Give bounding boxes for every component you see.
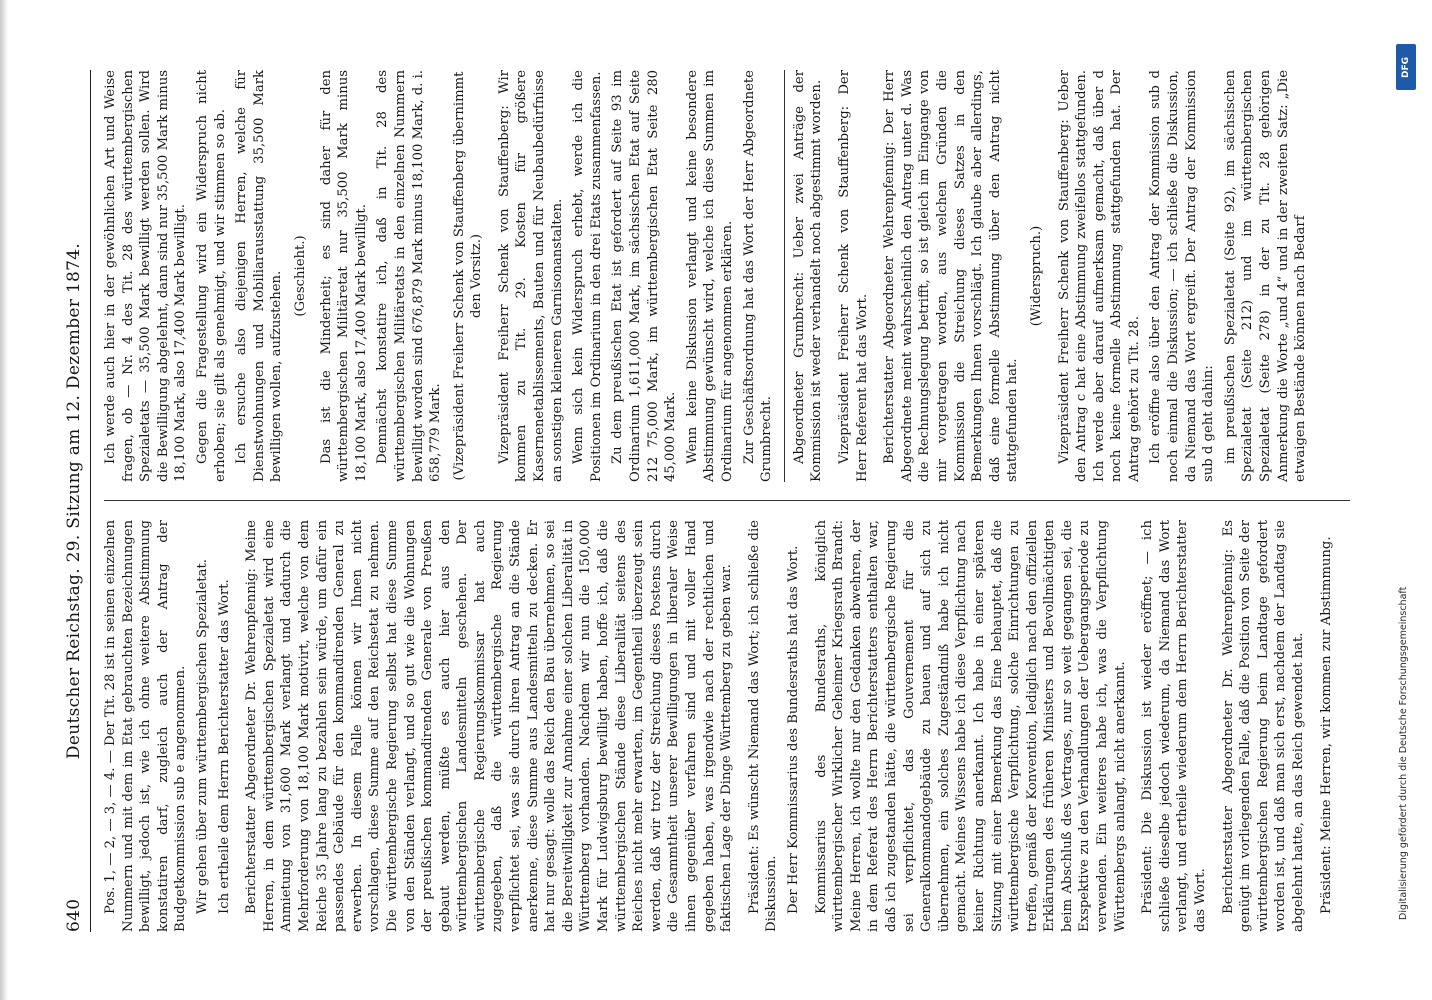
running-title: Deutscher Reichstag. 29. Sitzung am 12. Dezember 1874.	[64, 242, 84, 760]
digitization-footer	[1388, 40, 1424, 1000]
paragraph: Der Herr Kommissarius des Bundesraths hat das Wort.	[785, 545, 801, 914]
paragraph: Präsident: Meine Herren, wir kommen zur Abstimmung.	[1318, 536, 1334, 914]
paragraph: im preußischen Spezialetat (Seite 92), im sächsischen Spezialetat (Seite 212) und im württembergischen Spezialetat (Seite 278) in der zu Tit. 28 gehörigen Anmerkung die Worte „und 4“ und in der zweiten Satz: „Die etwaigen Bestände können nach Bedarf	[1222, 70, 1309, 482]
paragraph: Präsident: Die Diskussion ist wieder eröffnet; — ich schließe dieselbe jedoch wiederum, da Niemand das Wort verlangt, und ertheile wiederum dem Herrn Berichterstatter das Wort.	[1140, 520, 1209, 932]
paragraph: Zu dem preußischen Etat ist gefordert auf Seite 93 im Ordinarium 1,611,000 Mark, im sächsischen Etat auf Seite 212 75,000 Mark, im württembergischen Etat Seite 280 45,000 Mark.	[610, 70, 679, 482]
paragraph: Ich werde auch hier in der gewöhnlichen Art und Weise fragen, ob — Nr. 4 des Tit. 28 des württembergischen Spezialetats — 35,500 Mark bewilligt werden sollen. Wird die Bewilligung abgelehnt, dann sind nur 35,500 Mark minus 18,100 Mark, also 17,400 Mark bewilligt.	[103, 70, 189, 482]
paragraph: Präsident: Es wünscht Niemand das Wort; ich schließe die Diskussion.	[746, 520, 780, 932]
left-column	[102, 520, 1352, 932]
paragraph: Pos. 1, — 2, — 3, — 4. — Der Tit. 28 ist in seinen einzelnen Nummern und mit dem im Etat gebrauchten Bezeichnungen bewilligt, jedoch ist, wie ich ohne weitere Abstimmung konstatiren darf, zugleich auch der Antrag der Budgetkommission sub e angenommen.	[103, 520, 189, 932]
paragraph: Vizepräsident Freiherr Schenk von Stauffenberg: Der Herr Referent hat das Wort.	[836, 70, 870, 482]
digitization-note: Digitalisierung gefördert durch die Deutsche Forschungsgemeinschaft	[1398, 586, 1409, 920]
paragraph: Zur Geschäftsordnung hat das Wort der Herr Abgeordnete Grumbrecht.	[741, 70, 775, 482]
paragraph: Vizepräsident Freiherr Schenk von Stauffenberg: Ueber den Antrag c hat eine Abstimmung zweifellos stattgefunden. Ich werde aber darauf aufmerksam gemacht, daß über d noch keine formelle Abstimmung stattgefunden hat. Der Antrag gehört zu Tit. 28.	[1056, 70, 1142, 482]
paragraph: Wenn keine Diskussion verlangt und keine besondere Abstimmung gewünscht wird, welche ich diese Summen im Ordinarium für angenommen erklären.	[684, 70, 735, 482]
stage-direction: (Widerspruch.)	[1028, 225, 1044, 327]
page-number: 640	[64, 898, 84, 932]
paragraph: Gegen die Fragestellung wird ein Widerspruch nicht erhoben; sie gilt als genehmigt, und wir stimmen so ab.	[194, 70, 228, 482]
paragraph: Berichterstatter Abgeordneter Dr. Wehrenpfennig: Meine Herren, in dem württembergischen Spezialetat wird eine Anmietung von 31,600 Mark verlangt und dadurch die Mehrforderung von 18,100 Mark motivirt, welche von dem Reiche 35 Jahre lang zu bezahlen sein würde, um dafür ein passendes Gebäude für den kommandirenden General zu erwerben. In diesem Falle können wir Ihnen nicht vorschlagen, diese Summe auf den Reichsetat zu nehmen. Die württembergische Regierung selbst hat diese Summe von den Ständen verlangt, und so gut wie die Wohnungen der preußischen kommandirenden Generale von Preußen gebaut werden, müßte es auch hier aus den württembergischen Landesmitteln geschehen. Der württembergische Regierungskommissar hat auch zugegeben, daß die württembergische Regierung verpflichtet sei, was sie durch ihren Antrag an die Stände anerkenne, diese Summe aus Landesmitteln zu decken. Er hat nur gesagt: wolle das Reich den Bau übernehmen, so sei die Bereitwilligkeit zur Annahme einer solchen Liberalität in Württemberg vorhanden. Nachdem wir nun die 150,000 Mark für Ludwigsburg bewilligt haben, hoffe ich, daß die württembergischen Stände diese Liberalität seitens des Reiches nicht mehr erwarten, im Gegentheil überzeugt sein werden, daß wir trotz der Streichung dieses Postens durch die Gesammtheit unserer Bewilligungen in liberaler Weise ihnen gegenüber verfahren sind und mit voller Hand gegeben haben, was irgendwie nach der rechtlichen und faktischen Lage der Dinge Württemberg zu geben war.	[244, 520, 735, 932]
paragraph: Ich ersuche also diejenigen Herren, welche für Dienstwohnungen und Mobiliarausstattung 35,500 Mark bewilligen wollen, aufzustehen.	[234, 70, 285, 482]
paragraph: Vizepräsident Freiherr Schenk von Stauffenberg: Wir kommen zu Tit. 29. Kosten für größere Kasernenetablissements, Bauten und für Neubaubedürfnisse an sonstigen kleineren Garnisonanstalten.	[496, 70, 565, 482]
paragraph: Wir gehen über zum württembergischen Spezialetat.	[194, 559, 210, 914]
stage-direction: (Geschieht.)	[292, 235, 308, 317]
paragraph: Abgeordneter Grumbrecht: Ueber zwei Anträge der Kommission ist weder verhandelt noch abgestimmt worden.	[784, 70, 826, 482]
paragraph: Demnächst konstatire ich, daß in Tit. 28 des württembergischen Militäretats in den einzelnen Nummern bewilligt worden sind 676,879 Mark minus 18,100 Mark, d. i. 658,779 Mark.	[375, 70, 444, 482]
paragraph: Das ist die Minderheit; es sind daher für den württembergischen Militäretat nur 35,500 Mark minus 18,100 Mark, also 17,400 Mark bewilligt.	[318, 70, 369, 482]
scan-shadow-edge	[0, 0, 8, 1000]
column-divider	[104, 500, 1350, 501]
dfg-logo: DFG	[1396, 44, 1416, 90]
stage-direction: (Vizepräsident Freiherr Schenk von Stauffenberg übernimmt den Vorsitz.)	[451, 71, 485, 481]
paragraph: Berichterstatter Abgeordneter Wehrenpfennig: Der Herr Abgeordnete meint wahrscheinlich den Antrag unter d. Was die Rechnungslegung betrifft, so ist gleich im Eingange von mir vorgetragen worden, aus welchen Gründen die Kommission die Streichung dieses Satzes in den Bemerkungen Ihnen vorschlägt. Ich glaube aber allerdings, daß eine formelle Abstimmung über den Antrag nicht stattgefunden hat.	[882, 70, 1021, 482]
paragraph: Wenn sich kein Widerspruch erhebt, werde ich die Positionen im Ordinarium in den drei Etats zusammenfassen.	[571, 70, 604, 482]
paragraph: Ich ertheile dem Herrn Berichterstatter das Wort.	[216, 579, 232, 914]
paragraph: Ich eröffne also über den Antrag der Kommission sub d noch einmal die Diskussion; — ich schließe die Diskussion, da Niemand das Wort ergreift. Der Antrag der Kommission sub d geht dahin:	[1148, 70, 1217, 482]
page-header	[56, 70, 91, 932]
right-column	[102, 70, 1352, 482]
paragraph: Berichterstatter Abgeordneter Dr. Wehrenpfennig: Es genügt im vorliegenden Falle, daß die Position von Seite der württembergischen Regierung beim Landtage gefordert worden ist, und daß man sich erst, nachdem der Landtag sie abgelehnt hatte, an das Reich gewendet hat.	[1220, 520, 1306, 932]
paragraph: Kommissarius des Bundesraths, königlich württembergischer Wirklicher Geheimer Kriegsrath Brandt: Meine Herren, ich wollte nur den Gedanken abwehren, der in dem Referat des Herrn Berichterstatters enthalten war, daß ich zugestanden hätte, die württembergische Regierung sei verpflichtet, das Gouvernement für die Generalkommandogebäude zu bauen und auf sich zu übernehmen, ein solches Zugeständniß habe ich nicht gemacht. Meines Wissens habe ich diese Verpflichtung nach keiner Richtung anerkannt. Ich habe in einer späteren Sitzung mit einer Bemerkung das Eine behauptet, daß die württembergische Verpflichtung, solche Einrichtungen zu treffen, gemäß der Konvention, lediglich nach den offiziellen Erklärungen des früheren Ministers und Bevollmächtigten beim Abschluß des Vertrages, nur so weit gegangen sei, die Exspektive zu den Verhandlungen der Uebergangsperiode zu verwenden. Ein weiteres habe ich, was die Verpflichtung Württembergs anlangt, nicht anerkannt.	[813, 520, 1128, 932]
scanned-page	[46, 40, 1386, 960]
